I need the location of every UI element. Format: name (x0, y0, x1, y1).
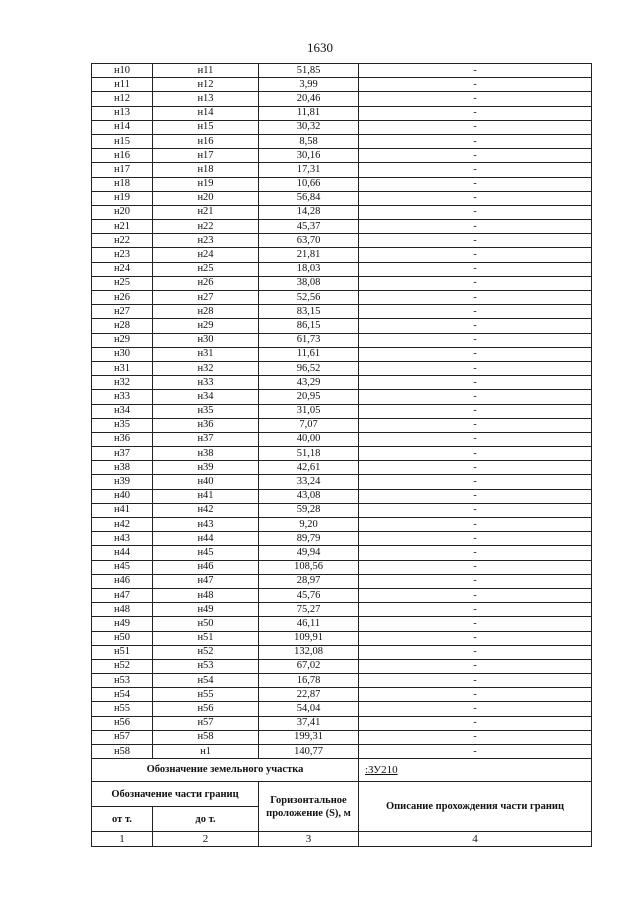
column-number-row (92, 832, 592, 847)
cell-horizontal-distance: 45,37 (259, 220, 359, 234)
cell-from-point: н57 (92, 730, 153, 744)
cell-description: - (359, 716, 592, 730)
cell-to-point: н45 (153, 546, 259, 560)
cell-to-point: н11 (153, 64, 259, 78)
table-row (92, 376, 592, 390)
table-row (92, 134, 592, 148)
cell-from-point: н31 (92, 361, 153, 375)
cell-description: - (359, 120, 592, 134)
table-row (92, 674, 592, 688)
cell-description: - (359, 588, 592, 602)
table-row (92, 120, 592, 134)
cell-from-point: н54 (92, 688, 153, 702)
table-row (92, 149, 592, 163)
cell-description: - (359, 248, 592, 262)
table-row (92, 461, 592, 475)
cell-description: - (359, 319, 592, 333)
cell-description: - (359, 376, 592, 390)
cell-to-point: н44 (153, 532, 259, 546)
page-number: 1630 (307, 40, 333, 55)
cell-description: - (359, 489, 592, 503)
cell-description: - (359, 163, 592, 177)
cell-horizontal-distance: 20,46 (259, 92, 359, 106)
cell-horizontal-distance: 46,11 (259, 617, 359, 631)
cell-from-point: н19 (92, 191, 153, 205)
table-row (92, 319, 592, 333)
cell-from-point: н22 (92, 234, 153, 248)
cell-horizontal-distance: 40,00 (259, 432, 359, 446)
cell-to-point: н58 (153, 730, 259, 744)
cell-description: - (359, 305, 592, 319)
cell-horizontal-distance: 49,94 (259, 546, 359, 560)
cell-description: - (359, 78, 592, 92)
cell-horizontal-distance: 20,95 (259, 390, 359, 404)
cell-from-point: н16 (92, 149, 153, 163)
table-row (92, 177, 592, 191)
cell-description: - (359, 432, 592, 446)
cell-description: - (359, 404, 592, 418)
cell-horizontal-distance: 132,08 (259, 645, 359, 659)
cell-horizontal-distance: 10,66 (259, 177, 359, 191)
cell-to-point: н32 (153, 361, 259, 375)
cell-from-point: н26 (92, 291, 153, 305)
cell-description: - (359, 447, 592, 461)
cell-horizontal-distance: 43,29 (259, 376, 359, 390)
cell-from-point: н58 (92, 745, 153, 759)
cell-horizontal-distance: 7,07 (259, 418, 359, 432)
cell-description: - (359, 262, 592, 276)
cell-from-point: н38 (92, 461, 153, 475)
cell-description: - (359, 560, 592, 574)
header-description: Описание прохождения части границ (359, 782, 592, 832)
cell-horizontal-distance: 109,91 (259, 631, 359, 645)
cell-description: - (359, 688, 592, 702)
cell-horizontal-distance: 96,52 (259, 361, 359, 375)
cell-from-point: н56 (92, 716, 153, 730)
cell-from-point: н24 (92, 262, 153, 276)
cell-horizontal-distance: 37,41 (259, 716, 359, 730)
cell-horizontal-distance: 108,56 (259, 560, 359, 574)
table-row (92, 560, 592, 574)
header-boundary-parts: Обозначение части границ (92, 782, 259, 807)
table-row (92, 234, 592, 248)
cell-from-point: н34 (92, 404, 153, 418)
cell-to-point: н37 (153, 432, 259, 446)
table-row (92, 588, 592, 602)
cell-from-point: н28 (92, 319, 153, 333)
cell-horizontal-distance: 140,77 (259, 745, 359, 759)
cell-description: - (359, 631, 592, 645)
cell-horizontal-distance: 63,70 (259, 234, 359, 248)
table-row (92, 702, 592, 716)
column-number-3: 3 (259, 832, 359, 847)
cell-description: - (359, 390, 592, 404)
cell-horizontal-distance: 89,79 (259, 532, 359, 546)
cell-description: - (359, 333, 592, 347)
cell-horizontal-distance: 42,61 (259, 461, 359, 475)
table-row (92, 305, 592, 319)
cell-from-point: н49 (92, 617, 153, 631)
cell-description: - (359, 220, 592, 234)
cell-to-point: н18 (153, 163, 259, 177)
cell-to-point: н51 (153, 631, 259, 645)
cell-from-point: н42 (92, 518, 153, 532)
table-row (92, 716, 592, 730)
cell-description: - (359, 645, 592, 659)
cell-from-point: н11 (92, 78, 153, 92)
cell-to-point: н22 (153, 220, 259, 234)
cell-from-point: н39 (92, 475, 153, 489)
cell-to-point: н23 (153, 234, 259, 248)
plot-designation-value: :ЗУ210 (359, 759, 592, 782)
cell-horizontal-distance: 86,15 (259, 319, 359, 333)
cell-to-point: н55 (153, 688, 259, 702)
cell-from-point: н12 (92, 92, 153, 106)
cell-from-point: н15 (92, 134, 153, 148)
cell-description: - (359, 106, 592, 120)
cell-horizontal-distance: 21,81 (259, 248, 359, 262)
cell-from-point: н25 (92, 276, 153, 290)
cell-description: - (359, 149, 592, 163)
header-horizontal-distance: Горизонтальное проложение (S), м (259, 782, 359, 832)
cell-horizontal-distance: 51,18 (259, 447, 359, 461)
cell-horizontal-distance: 52,56 (259, 291, 359, 305)
cell-from-point: н33 (92, 390, 153, 404)
table-row (92, 276, 592, 290)
table-row (92, 92, 592, 106)
cell-from-point: н17 (92, 163, 153, 177)
cell-horizontal-distance: 54,04 (259, 702, 359, 716)
cell-to-point: н40 (153, 475, 259, 489)
cell-description: - (359, 276, 592, 290)
table-row (92, 106, 592, 120)
cell-to-point: н21 (153, 205, 259, 219)
cell-from-point: н20 (92, 205, 153, 219)
table-row (92, 291, 592, 305)
cell-to-point: н13 (153, 92, 259, 106)
cell-description: - (359, 461, 592, 475)
cell-horizontal-distance: 18,03 (259, 262, 359, 276)
cell-description: - (359, 205, 592, 219)
cell-horizontal-distance: 30,32 (259, 120, 359, 134)
cell-horizontal-distance: 9,20 (259, 518, 359, 532)
cell-from-point: н41 (92, 503, 153, 517)
table-row (92, 503, 592, 517)
cell-horizontal-distance: 75,27 (259, 603, 359, 617)
cell-from-point: н37 (92, 447, 153, 461)
cell-from-point: н46 (92, 574, 153, 588)
cell-to-point: н38 (153, 447, 259, 461)
table-row (92, 603, 592, 617)
cell-horizontal-distance: 11,81 (259, 106, 359, 120)
cell-horizontal-distance: 83,15 (259, 305, 359, 319)
cell-to-point: н24 (153, 248, 259, 262)
cell-from-point: н55 (92, 702, 153, 716)
cell-horizontal-distance: 3,99 (259, 78, 359, 92)
table-row (92, 688, 592, 702)
cell-to-point: н19 (153, 177, 259, 191)
table-row (92, 432, 592, 446)
cell-from-point: н14 (92, 120, 153, 134)
cell-horizontal-distance: 51,85 (259, 64, 359, 78)
cell-to-point: н48 (153, 588, 259, 602)
cell-horizontal-distance: 33,24 (259, 475, 359, 489)
table-row (92, 333, 592, 347)
cell-horizontal-distance: 28,97 (259, 574, 359, 588)
table-row (92, 532, 592, 546)
cell-to-point: н57 (153, 716, 259, 730)
table-row (92, 730, 592, 744)
boundary-table (91, 63, 592, 847)
table-row (92, 404, 592, 418)
header-to-point: до т. (153, 807, 259, 832)
cell-horizontal-distance: 14,28 (259, 205, 359, 219)
cell-to-point: н20 (153, 191, 259, 205)
cell-horizontal-distance: 11,61 (259, 347, 359, 361)
table-row (92, 546, 592, 560)
cell-description: - (359, 603, 592, 617)
table-row (92, 347, 592, 361)
cell-description: - (359, 659, 592, 673)
cell-horizontal-distance: 8,58 (259, 134, 359, 148)
cell-to-point: н46 (153, 560, 259, 574)
table-row (92, 191, 592, 205)
cell-description: - (359, 475, 592, 489)
table-row (92, 78, 592, 92)
cell-horizontal-distance: 61,73 (259, 333, 359, 347)
cell-description: - (359, 234, 592, 248)
cell-description: - (359, 518, 592, 532)
cell-to-point: н36 (153, 418, 259, 432)
cell-from-point: н30 (92, 347, 153, 361)
cell-from-point: н51 (92, 645, 153, 659)
header-from-point: от т. (92, 807, 153, 832)
cell-from-point: н35 (92, 418, 153, 432)
cell-description: - (359, 574, 592, 588)
cell-to-point: н17 (153, 149, 259, 163)
table-row (92, 574, 592, 588)
cell-from-point: н48 (92, 603, 153, 617)
cell-description: - (359, 134, 592, 148)
table-row (92, 489, 592, 503)
table-row (92, 248, 592, 262)
cell-from-point: н10 (92, 64, 153, 78)
column-number-1: 1 (92, 832, 153, 847)
cell-description: - (359, 64, 592, 78)
cell-to-point: н1 (153, 745, 259, 759)
cell-to-point: н28 (153, 305, 259, 319)
cell-from-point: н27 (92, 305, 153, 319)
cell-to-point: н39 (153, 461, 259, 475)
cell-description: - (359, 177, 592, 191)
cell-description: - (359, 291, 592, 305)
cell-to-point: н56 (153, 702, 259, 716)
cell-to-point: н12 (153, 78, 259, 92)
cell-to-point: н31 (153, 347, 259, 361)
cell-description: - (359, 546, 592, 560)
boundary-rows (92, 64, 592, 759)
cell-horizontal-distance: 16,78 (259, 674, 359, 688)
cell-description: - (359, 347, 592, 361)
cell-horizontal-distance: 56,84 (259, 191, 359, 205)
cell-to-point: н26 (153, 276, 259, 290)
cell-description: - (359, 503, 592, 517)
cell-from-point: н44 (92, 546, 153, 560)
cell-from-point: н36 (92, 432, 153, 446)
cell-to-point: н27 (153, 291, 259, 305)
cell-horizontal-distance: 22,87 (259, 688, 359, 702)
cell-description: - (359, 674, 592, 688)
cell-from-point: н52 (92, 659, 153, 673)
header-row-top (92, 782, 592, 807)
cell-description: - (359, 92, 592, 106)
cell-horizontal-distance: 38,08 (259, 276, 359, 290)
cell-from-point: н50 (92, 631, 153, 645)
cell-to-point: н16 (153, 134, 259, 148)
cell-to-point: н49 (153, 603, 259, 617)
plot-designation-label: Обозначение земельного участка (92, 759, 359, 782)
cell-from-point: н43 (92, 532, 153, 546)
cell-description: - (359, 730, 592, 744)
cell-horizontal-distance: 59,28 (259, 503, 359, 517)
cell-horizontal-distance: 45,76 (259, 588, 359, 602)
cell-to-point: н34 (153, 390, 259, 404)
cell-to-point: н29 (153, 319, 259, 333)
table-row (92, 475, 592, 489)
cell-to-point: н54 (153, 674, 259, 688)
cell-from-point: н23 (92, 248, 153, 262)
cell-from-point: н13 (92, 106, 153, 120)
cell-to-point: н53 (153, 659, 259, 673)
boundary-footer (92, 759, 592, 847)
cell-from-point: н21 (92, 220, 153, 234)
table-row (92, 659, 592, 673)
column-number-2: 2 (153, 832, 259, 847)
cell-from-point: н45 (92, 560, 153, 574)
cell-description: - (359, 745, 592, 759)
cell-description: - (359, 361, 592, 375)
cell-from-point: н47 (92, 588, 153, 602)
cell-horizontal-distance: 43,08 (259, 489, 359, 503)
cell-to-point: н47 (153, 574, 259, 588)
cell-from-point: н53 (92, 674, 153, 688)
cell-to-point: н15 (153, 120, 259, 134)
table-row (92, 390, 592, 404)
cell-to-point: н25 (153, 262, 259, 276)
table-row (92, 163, 592, 177)
table-row (92, 262, 592, 276)
table-row (92, 418, 592, 432)
cell-description: - (359, 532, 592, 546)
cell-horizontal-distance: 17,31 (259, 163, 359, 177)
cell-from-point: н29 (92, 333, 153, 347)
table-row (92, 645, 592, 659)
plot-designation-row (92, 759, 592, 782)
cell-from-point: н18 (92, 177, 153, 191)
cell-description: - (359, 617, 592, 631)
cell-to-point: н35 (153, 404, 259, 418)
cell-horizontal-distance: 30,16 (259, 149, 359, 163)
table-row (92, 447, 592, 461)
column-number-4: 4 (359, 832, 592, 847)
cell-to-point: н33 (153, 376, 259, 390)
cell-description: - (359, 702, 592, 716)
table-row (92, 617, 592, 631)
cell-to-point: н52 (153, 645, 259, 659)
cell-from-point: н32 (92, 376, 153, 390)
cell-to-point: н42 (153, 503, 259, 517)
table-row (92, 518, 592, 532)
cell-to-point: н41 (153, 489, 259, 503)
cell-to-point: н14 (153, 106, 259, 120)
table-row (92, 205, 592, 219)
cell-horizontal-distance: 67,02 (259, 659, 359, 673)
cell-description: - (359, 418, 592, 432)
table-row (92, 64, 592, 78)
cell-to-point: н30 (153, 333, 259, 347)
cell-description: - (359, 191, 592, 205)
table-row (92, 220, 592, 234)
table-row (92, 631, 592, 645)
cell-to-point: н43 (153, 518, 259, 532)
cell-horizontal-distance: 199,31 (259, 730, 359, 744)
table-row (92, 745, 592, 759)
cell-from-point: н40 (92, 489, 153, 503)
cell-to-point: н50 (153, 617, 259, 631)
table-row (92, 361, 592, 375)
cell-horizontal-distance: 31,05 (259, 404, 359, 418)
